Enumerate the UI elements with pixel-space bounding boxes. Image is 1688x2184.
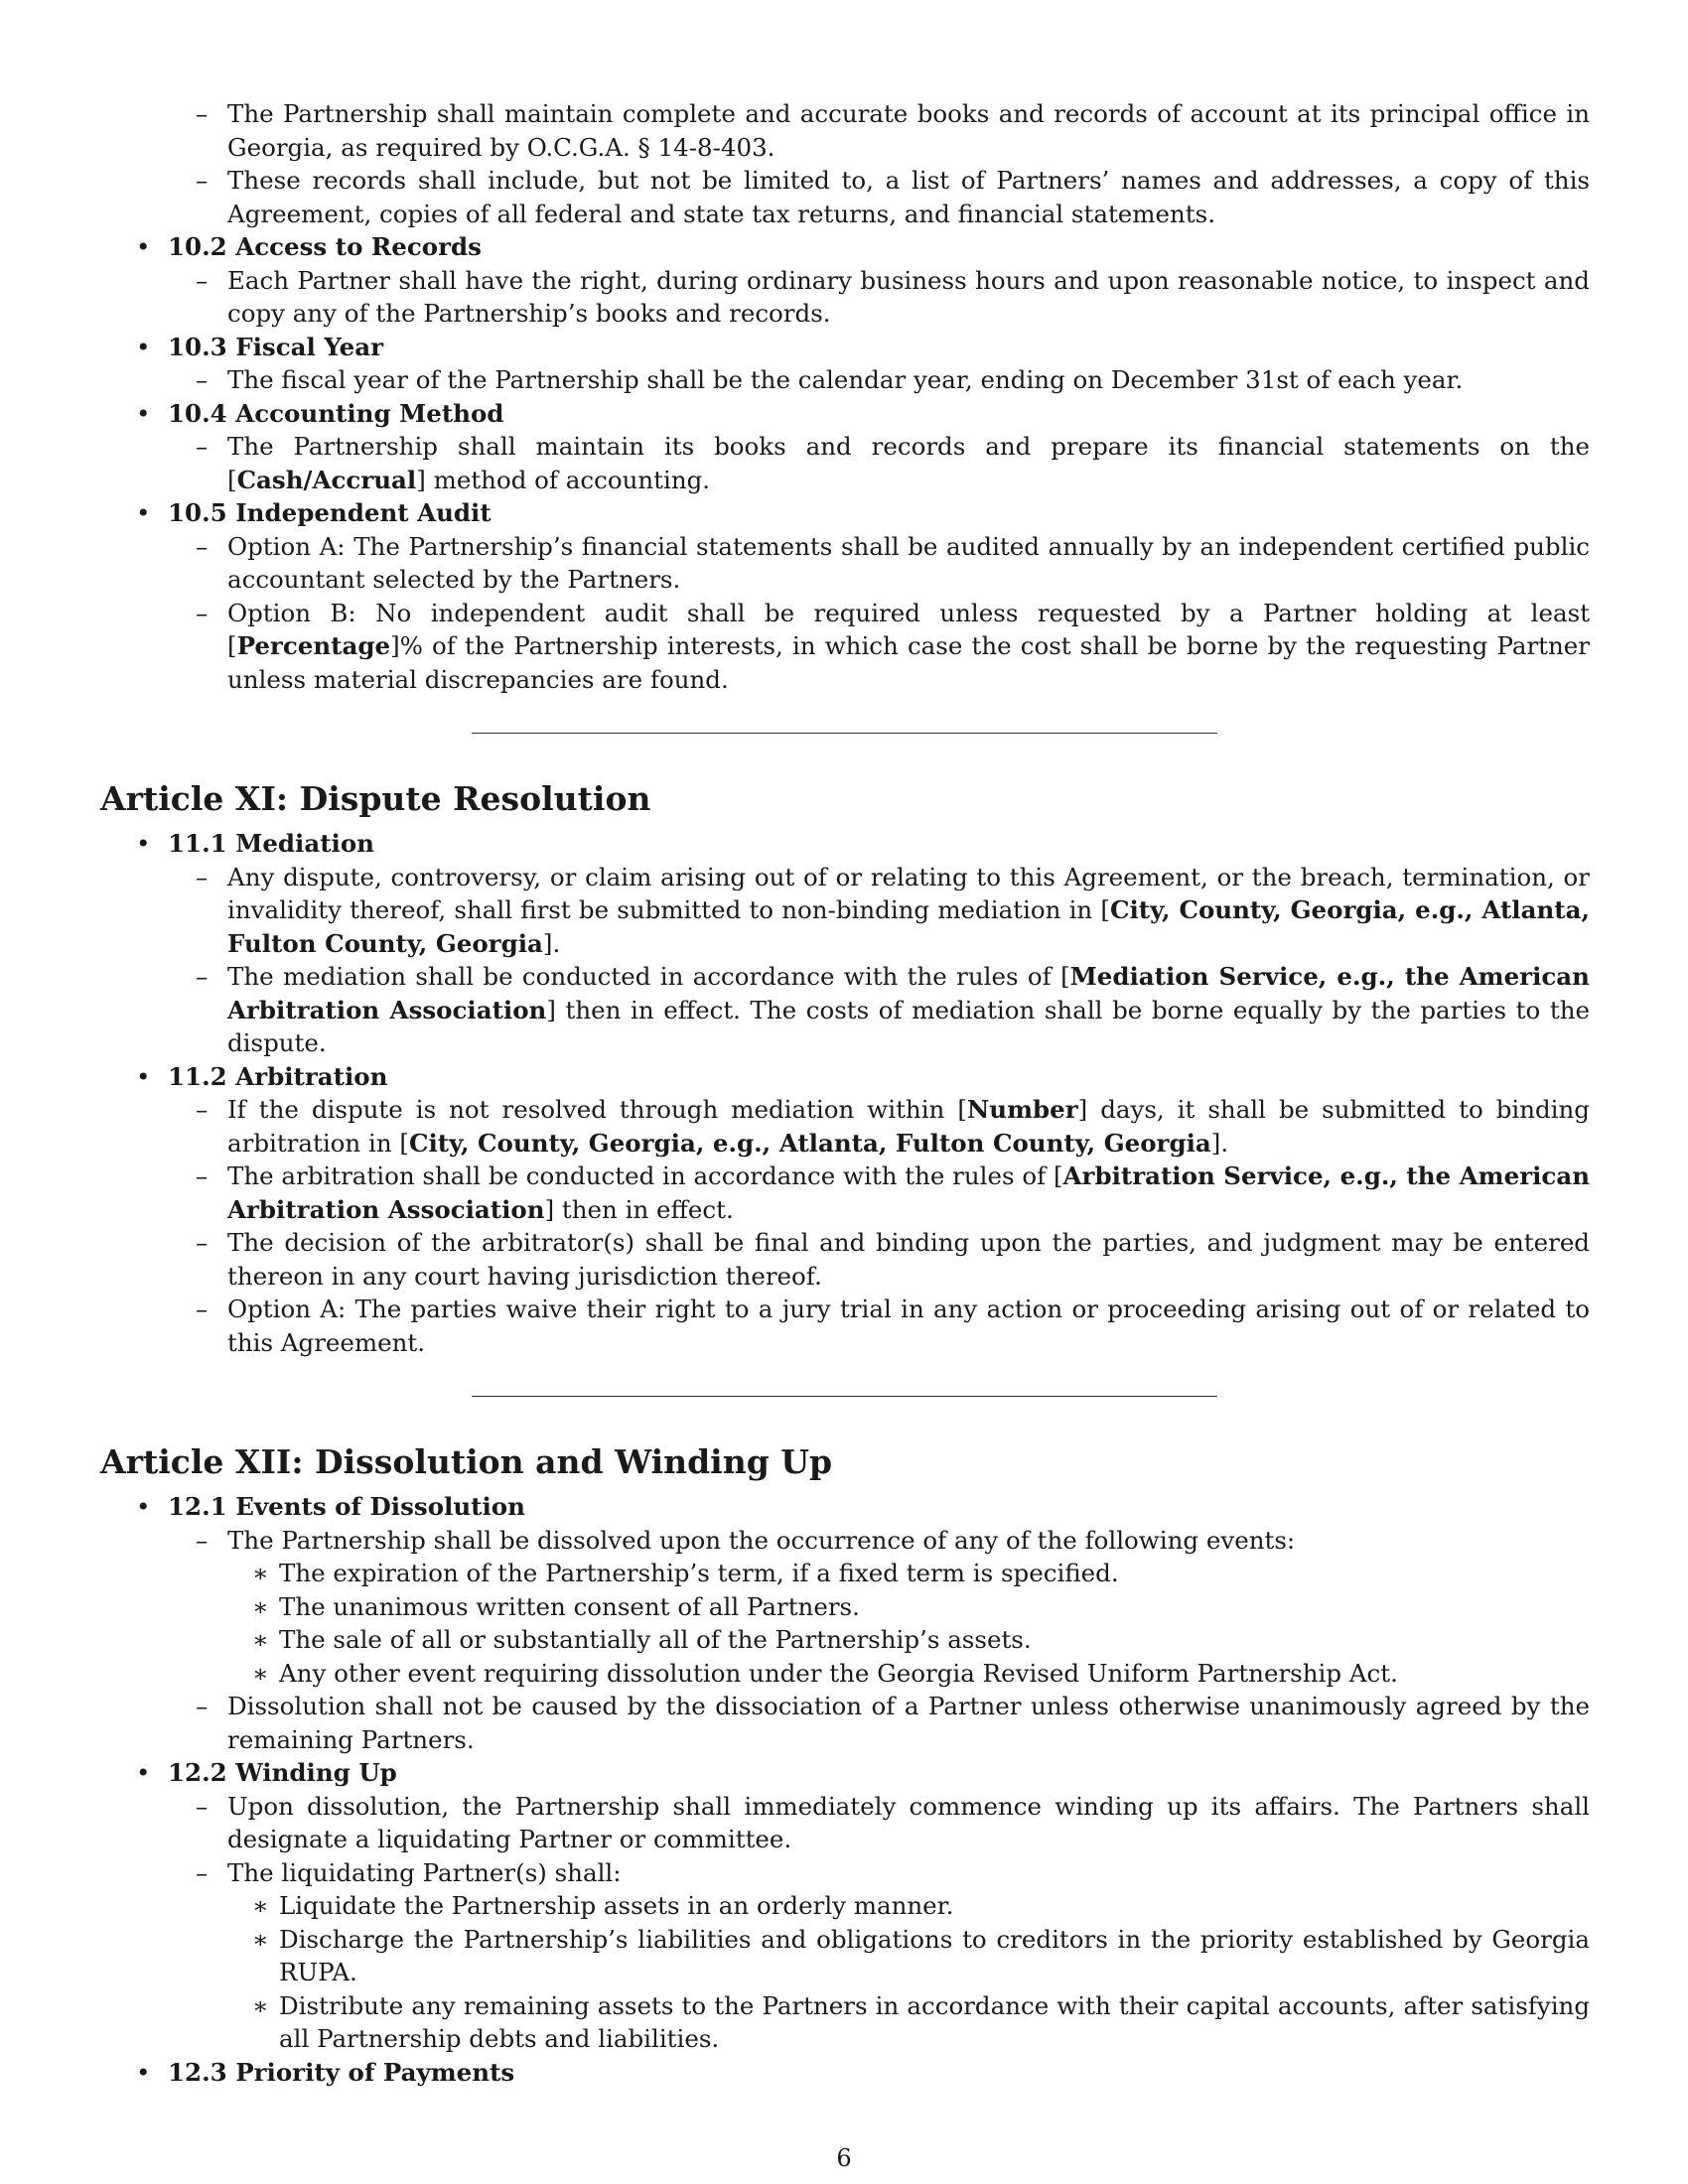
- section-10-4-items: [100, 430, 1590, 496]
- item-text: Option A: The parties waive their right to a jury trial in any action or proceeding arising out of or related to this Agreement.: [227, 1295, 1590, 1357]
- bullet-marker: •: [136, 1758, 151, 1787]
- section-10-3-items: [100, 363, 1590, 397]
- bullet-marker: •: [136, 2057, 151, 2087]
- list-item: [100, 1923, 1590, 1989]
- section-12-2: [100, 1756, 1590, 2056]
- item-text: ].: [1210, 1128, 1229, 1158]
- item-text: Any dispute, controversy, or claim arising out of or relating to this Agreement, or the breach, termination, or invalidity thereof, shall first be submitted to non-binding mediation in [: [227, 862, 1590, 924]
- section-10-2: [100, 230, 1590, 331]
- dissolution-events-list: [100, 1557, 1590, 1690]
- item-text: Option A: The Partnership’s financial statements shall be audited annually by an independent certified public accountant selected by the Partners.: [227, 531, 1590, 594]
- section-11-1: [100, 827, 1590, 1060]
- article-12-list: [100, 1490, 1590, 2089]
- section-title: 11.2 Arbitration: [168, 1061, 388, 1091]
- item-text: ]% of the Partnership interests, in which case the cost shall be borne by the requesting Partner unless material discrepancies are found.: [227, 631, 1590, 694]
- item-text: Liquidate the Partnership assets in an orderly manner.: [279, 1891, 954, 1920]
- list-item: [100, 530, 1590, 597]
- item-text: The liquidating Partner(s) shall:: [227, 1857, 622, 1887]
- bullet-marker: •: [136, 1492, 151, 1521]
- placeholder-field: City, County, Georgia, e.g., Atlanta, Fulton County, Georgia: [408, 1128, 1211, 1158]
- dash-marker: –: [196, 1791, 209, 1821]
- star-marker: ∗: [252, 1891, 269, 1920]
- dash-marker: –: [196, 862, 209, 891]
- list-item: [100, 1160, 1590, 1226]
- section-12-2-items: [100, 1790, 1590, 2056]
- article-10-list: [100, 97, 1590, 696]
- list-item: [100, 861, 1590, 961]
- section-divider: [472, 733, 1217, 734]
- article-12-heading: Article XII: Dissolution and Winding Up: [100, 1442, 833, 1481]
- item-text: Discharge the Partnership’s liabilities and obligations to creditors in the priority established by Georgia RUPA.: [279, 1924, 1590, 1986]
- item-text: The fiscal year of the Partnership shall be the calendar year, ending on December 31st of each year.: [227, 365, 1464, 394]
- list-item: [100, 1524, 1590, 1691]
- item-text: These records shall include, but not be limited to, a list of Partners’ names and addresses, a copy of this Agreement, copies of all federal and state tax returns, and financial statements.: [227, 166, 1590, 228]
- page-number: 6: [836, 2144, 852, 2172]
- item-text: ].: [542, 928, 561, 958]
- list-item: [100, 430, 1590, 496]
- star-marker: ∗: [252, 1990, 269, 2020]
- dash-marker: –: [196, 1295, 209, 1323]
- list-item: [100, 1856, 1590, 2056]
- bullet-marker: •: [136, 829, 151, 858]
- placeholder-field: City, County, Georgia, e.g., Atlanta, Fulton County, Georgia: [227, 895, 1590, 958]
- dash-marker: –: [196, 365, 209, 394]
- page-content: [100, 97, 1590, 2089]
- bullet-marker: •: [136, 332, 151, 361]
- placeholder-field: Arbitration Service, e.g., the American Arbitration Association: [227, 1161, 1591, 1224]
- item-text: Option B: No independent audit shall be required unless requested by a Partner holding at least [: [227, 598, 1590, 660]
- placeholder-field: Cash/Accrual: [236, 465, 417, 494]
- item-text: The Partnership shall be dissolved upon the occurrence of any of the following events:: [227, 1525, 1296, 1555]
- list-item: [100, 1623, 1590, 1657]
- item-text: Each Partner shall have the right, during ordinary business hours and upon reasonable notice, to inspect and copy any of the Partnership’s books and records.: [227, 265, 1590, 328]
- section-10-5-items: [100, 530, 1590, 697]
- item-text: The expiration of the Partnership’s term, if a fixed term is specified.: [279, 1559, 1119, 1587]
- list-item: [100, 164, 1590, 230]
- list-item: [100, 1093, 1590, 1160]
- bullet-marker: •: [136, 232, 151, 261]
- item-text: The decision of the arbitrator(s) shall be final and binding upon the parties, and judgment may be entered thereon in any court having jurisdiction thereof.: [227, 1228, 1590, 1291]
- dash-marker: –: [196, 99, 209, 128]
- section-11-2: [100, 1060, 1590, 1360]
- dash-marker: –: [196, 962, 209, 991]
- section-title: 10.3 Fiscal Year: [168, 332, 384, 361]
- section-10-1-items: [100, 97, 1590, 230]
- item-text: The arbitration shall be conducted in accordance with the rules of [: [227, 1161, 1063, 1190]
- item-text: Dissolution shall not be caused by the dissociation of a Partner unless otherwise unanimously agreed by the remaining Partners.: [227, 1692, 1590, 1754]
- dash-marker: –: [196, 598, 209, 627]
- star-marker: ∗: [252, 1924, 269, 1954]
- section-title: 12.3 Priority of Payments: [168, 2057, 515, 2087]
- item-text: If the dispute is not resolved through mediation within [: [227, 1095, 967, 1124]
- placeholder-field: Percentage: [236, 631, 391, 660]
- section-10-4: [100, 397, 1590, 497]
- dash-marker: –: [196, 1692, 209, 1720]
- dash-marker: –: [196, 166, 209, 195]
- section-10-1-continued: [100, 97, 1590, 230]
- item-text: ] method of accounting.: [416, 465, 711, 494]
- list-item: [100, 1989, 1590, 2056]
- dash-marker: –: [196, 1525, 209, 1555]
- bullet-marker: •: [136, 498, 151, 527]
- dash-marker: –: [196, 265, 209, 295]
- list-item: [100, 363, 1590, 397]
- dash-marker: –: [196, 1228, 209, 1257]
- list-item: [100, 1790, 1590, 1856]
- list-item: [100, 97, 1590, 164]
- dash-marker: –: [196, 1857, 209, 1887]
- bullet-marker: •: [136, 1061, 151, 1091]
- article-11-list: [100, 827, 1590, 1359]
- section-10-3: [100, 331, 1590, 397]
- list-item: [100, 1293, 1590, 1359]
- section-title: 12.2 Winding Up: [168, 1758, 397, 1787]
- item-text: ] then in effect. The costs of mediation shall be borne equally by the parties to the dispute.: [227, 995, 1590, 1057]
- section-title: 11.1 Mediation: [168, 829, 374, 858]
- section-11-1-items: [100, 861, 1590, 1060]
- section-11-2-items: [100, 1093, 1590, 1359]
- placeholder-field: Number: [966, 1095, 1078, 1124]
- dash-marker: –: [196, 432, 209, 461]
- section-12-3: [100, 2056, 1590, 2090]
- list-item: [100, 960, 1590, 1060]
- item-text: Upon dissolution, the Partnership shall immediately commence winding up its affairs. The Partners shall designate a liquidating Partner or committee.: [227, 1791, 1590, 1853]
- list-item: [100, 1226, 1590, 1293]
- item-text: The mediation shall be conducted in accordance with the rules of [: [227, 962, 1070, 991]
- list-item: [100, 264, 1590, 331]
- dash-marker: –: [196, 1095, 209, 1124]
- dash-marker: –: [196, 531, 209, 561]
- list-item: [100, 1657, 1590, 1691]
- section-12-1: [100, 1490, 1590, 1756]
- list-item: [100, 1690, 1590, 1756]
- section-10-2-items: [100, 264, 1590, 331]
- star-marker: ∗: [252, 1625, 269, 1654]
- section-title: 10.2 Access to Records: [168, 232, 482, 261]
- item-text: The Partnership shall maintain complete and accurate books and records of account at its principal office in Georgia, as required by O.C.G.A. § 14-8-403.: [227, 99, 1590, 162]
- list-item: [100, 1590, 1590, 1624]
- list-item: [100, 597, 1590, 697]
- article-11-heading: Article XI: Dispute Resolution: [100, 779, 651, 818]
- section-12-1-items: [100, 1524, 1590, 1757]
- bullet-marker: •: [136, 398, 151, 428]
- list-item: [100, 1557, 1590, 1590]
- placeholder-field: Mediation Service, e.g., the American Arbitration Association: [227, 962, 1590, 1024]
- star-marker: ∗: [252, 1658, 269, 1688]
- star-marker: ∗: [252, 1591, 269, 1621]
- section-divider: [472, 1396, 1217, 1397]
- star-marker: ∗: [252, 1559, 269, 1587]
- item-text: ] then in effect.: [544, 1194, 734, 1224]
- section-10-5: [100, 496, 1590, 696]
- list-item: [100, 1889, 1590, 1923]
- item-text: ] days, it shall be submitted to binding arbitration in [: [227, 1095, 1590, 1158]
- item-text: Any other event requiring dissolution under the Georgia Revised Uniform Partnership Act.: [279, 1658, 1398, 1688]
- section-title: 12.1 Events of Dissolution: [168, 1492, 525, 1521]
- item-text: The unanimous written consent of all Partners.: [279, 1591, 860, 1621]
- dash-marker: –: [196, 1161, 209, 1190]
- section-title: 10.4 Accounting Method: [168, 398, 504, 428]
- item-text: Distribute any remaining assets to the Partners in accordance with their capital accounts, after satisfying all Partnership debts and liabilities.: [279, 1990, 1590, 2053]
- item-text: The Partnership shall maintain its books and records and prepare its financial statements on the [: [227, 432, 1590, 494]
- liquidating-duties-list: [100, 1889, 1590, 2056]
- item-text: The sale of all or substantially all of the Partnership’s assets.: [279, 1625, 1032, 1654]
- section-title: 10.5 Independent Audit: [168, 498, 492, 527]
